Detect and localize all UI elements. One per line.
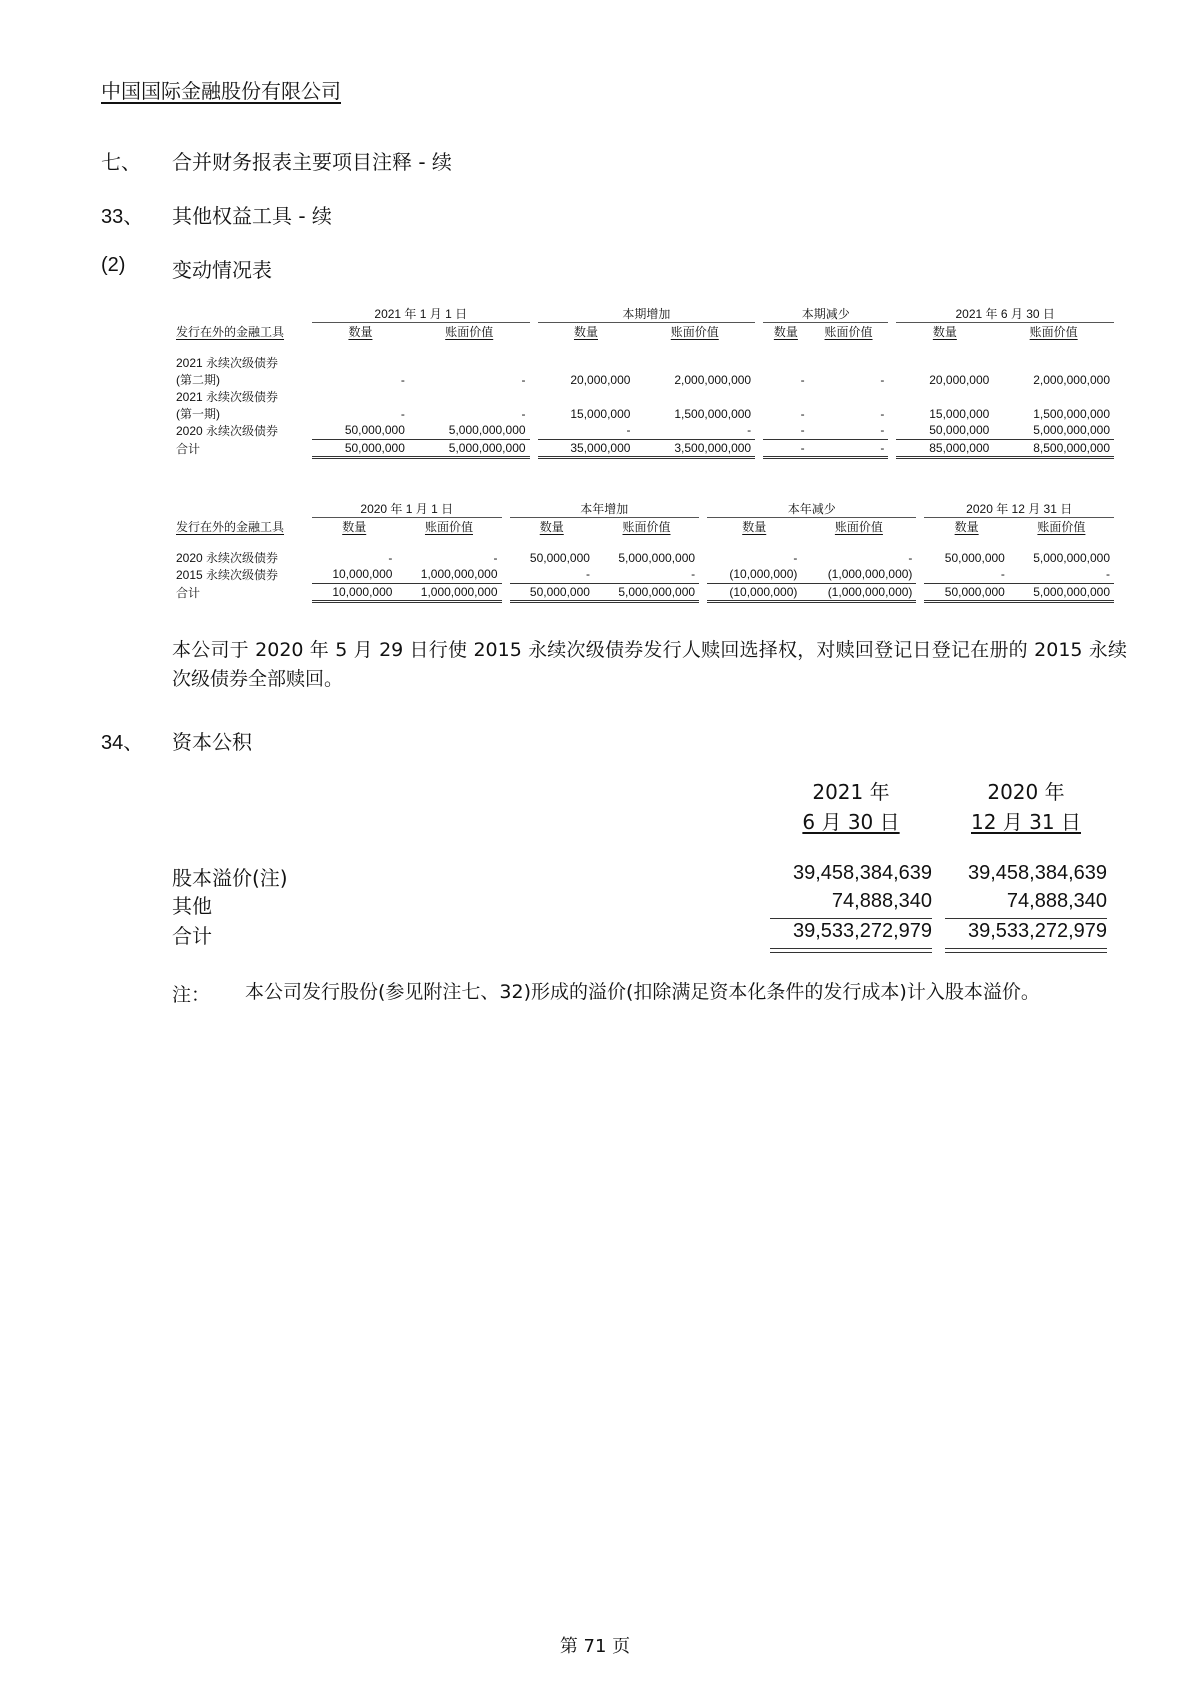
column-header: 数量 (742, 520, 767, 534)
column-header-year: 2020 年 (987, 780, 1065, 804)
cell: 1,500,000,000 (1033, 406, 1110, 421)
column-header: 数量 (342, 520, 367, 534)
section-title: 变动情况表 (172, 258, 272, 282)
cell: 5,000,000,000 (409, 439, 530, 457)
cell: 74,888,340 (1006, 890, 1107, 912)
section-title: 其他权益工具 - 续 (172, 204, 332, 228)
cell: - (400, 406, 405, 421)
column-header-year: 2021 年 (812, 780, 890, 804)
column-header: 账面价值 (1029, 325, 1078, 339)
double-underline (945, 948, 1107, 953)
cell: (10,000,000) (729, 567, 798, 582)
cell: 1,000,000,000 (420, 567, 498, 582)
cell: 39,458,384,639 (792, 862, 932, 884)
row-label: 2021 永续次级债券 (176, 356, 279, 370)
cell: (1,000,000,000) (827, 567, 913, 582)
row-label: 其他 (172, 894, 212, 918)
cell: - (521, 372, 526, 387)
cell: 50,000,000 (312, 439, 409, 457)
column-header: 数量 (954, 520, 979, 534)
cell: - (880, 406, 885, 421)
column-header-date-wrap (770, 806, 932, 835)
cell: 10,000,000 (332, 567, 393, 582)
table-row (172, 566, 1114, 583)
cell: - (800, 372, 805, 387)
column-header: 账面价值 (1037, 520, 1086, 534)
cell: - (400, 372, 405, 387)
cell: - (626, 423, 631, 438)
total-row (172, 583, 1114, 601)
row-label: 2015 永续次级债券 (176, 568, 279, 582)
cell: - (763, 439, 809, 457)
group-header: 2020 年 12 月 31 日 (924, 500, 1114, 518)
row-label: (第一期) (176, 407, 220, 421)
cell: 5,000,000,000 (1009, 583, 1114, 601)
cell: 50,000,000 (510, 583, 594, 601)
group-header: 本年减少 (707, 500, 916, 518)
company-name: 中国国际金融股份有限公司 (101, 79, 341, 103)
cell: 39,458,384,639 (967, 862, 1107, 884)
cell: 50,000,000 (929, 423, 990, 438)
cell: 74,888,340 (831, 890, 932, 912)
movement-table-2020 (172, 500, 1114, 603)
section-number: 33、 (101, 206, 144, 228)
cell: - (691, 567, 696, 582)
note-text: 本公司发行股份(参见附注七、32)形成的溢价(扣除满足资本化条件的发行成本)计入股本溢价。 (245, 981, 1040, 1003)
group-header: 2021 年 6 月 30 日 (896, 305, 1114, 323)
cell: 2,000,000,000 (1033, 372, 1110, 387)
column-header-date: 6 月 30 日 (802, 810, 900, 834)
column-header: 数量 (773, 325, 798, 339)
row-label: 股本溢价(注) (172, 866, 288, 890)
cell: (1,000,000,000) (801, 583, 916, 601)
cell: 50,000,000 (944, 550, 1005, 565)
total-row (172, 439, 1114, 457)
row-label: 合计 (172, 924, 212, 948)
column-header: 账面价值 (824, 325, 873, 339)
cell: 15,000,000 (929, 406, 990, 421)
group-header: 本期减少 (763, 305, 888, 323)
cell: - (1106, 567, 1110, 582)
cell: 5,000,000,000 (594, 583, 699, 601)
cell: - (585, 567, 590, 582)
cell: 20,000,000 (570, 372, 631, 387)
cell: - (880, 372, 885, 387)
cell: 85,000,000 (896, 439, 993, 457)
section-title: 资本公积 (172, 730, 252, 754)
cell: 10,000,000 (312, 583, 396, 601)
column-header: 数量 (348, 325, 373, 339)
group-header: 2021 年 1 月 1 日 (312, 305, 530, 323)
row-label: 2021 永续次级债券 (176, 390, 279, 404)
table-row (172, 549, 1114, 566)
cell: 50,000,000 (529, 550, 590, 565)
movement-table-2021 (172, 305, 1114, 459)
cell: - (809, 439, 889, 457)
row-label: 2020 永续次级债券 (176, 424, 279, 438)
column-header: 账面价值 (424, 520, 473, 534)
section-number: 七、 (101, 150, 141, 174)
table-row (172, 422, 1114, 439)
table-row (172, 405, 1114, 422)
cell: 35,000,000 (538, 439, 635, 457)
total-cell: 39,533,272,979 (967, 920, 1107, 942)
cell: - (1000, 567, 1005, 582)
cell: 5,000,000,000 (1033, 550, 1110, 565)
section-number: 34、 (101, 732, 144, 754)
column-header: 数量 (539, 520, 564, 534)
cell: 1,500,000,000 (674, 406, 752, 421)
column-header: 账面价值 (670, 325, 719, 339)
column-header-date-wrap (945, 806, 1107, 835)
column-header: 数量 (932, 325, 957, 339)
row-label: 2020 永续次级债券 (176, 551, 279, 565)
cell: 5,000,000,000 (618, 550, 696, 565)
column-header: 账面价值 (445, 325, 494, 339)
cell: (10,000,000) (707, 583, 801, 601)
cell: 8,500,000,000 (993, 439, 1114, 457)
row-label: 合计 (176, 441, 201, 456)
cell: - (493, 550, 498, 565)
column-header: 数量 (573, 325, 598, 339)
column-header-date: 12 月 31 日 (971, 810, 1081, 834)
cell: - (908, 550, 913, 565)
column-header: 账面价值 (834, 520, 883, 534)
section-number: (2) (101, 254, 126, 276)
row-label: (第二期) (176, 373, 220, 387)
cell: 5,000,000,000 (448, 423, 526, 438)
note-label: 注： (172, 984, 211, 1006)
column-header: 账面价值 (622, 520, 671, 534)
group-header: 本年增加 (510, 500, 700, 518)
section-title: 合并财务报表主要项目注释 - 续 (172, 150, 452, 174)
table-row (172, 371, 1114, 388)
divider (945, 918, 1107, 919)
total-cell: 39,533,272,979 (792, 920, 932, 942)
row-label: 合计 (176, 585, 201, 600)
cell: - (880, 423, 885, 438)
divider (770, 918, 932, 919)
cell: 3,500,000,000 (634, 439, 755, 457)
cell: - (521, 406, 526, 421)
cell: - (800, 423, 805, 438)
page-number: 第 71 页 (559, 1636, 631, 1657)
cell: 15,000,000 (570, 406, 631, 421)
label-header: 发行在外的金融工具 (176, 324, 285, 339)
cell: 5,000,000,000 (1033, 423, 1110, 438)
redemption-paragraph: 本公司于 2020 年 5 月 29 日行使 2015 永续次级债券发行人赎回选择权，对赎回登记日登记在册的 2015 永续次级债券全部赎回。 (172, 639, 1127, 690)
cell: 50,000,000 (924, 583, 1008, 601)
group-header: 本期增加 (538, 305, 756, 323)
group-header: 2020 年 1 月 1 日 (312, 500, 502, 518)
cell: 2,000,000,000 (674, 372, 752, 387)
label-header: 发行在外的金融工具 (176, 519, 285, 534)
cell: - (388, 550, 393, 565)
cell: - (800, 406, 805, 421)
cell: 50,000,000 (344, 423, 405, 438)
cell: - (747, 423, 752, 438)
cell: 1,000,000,000 (396, 583, 501, 601)
cell: 20,000,000 (929, 372, 990, 387)
double-underline (770, 948, 932, 953)
cell: - (793, 550, 798, 565)
